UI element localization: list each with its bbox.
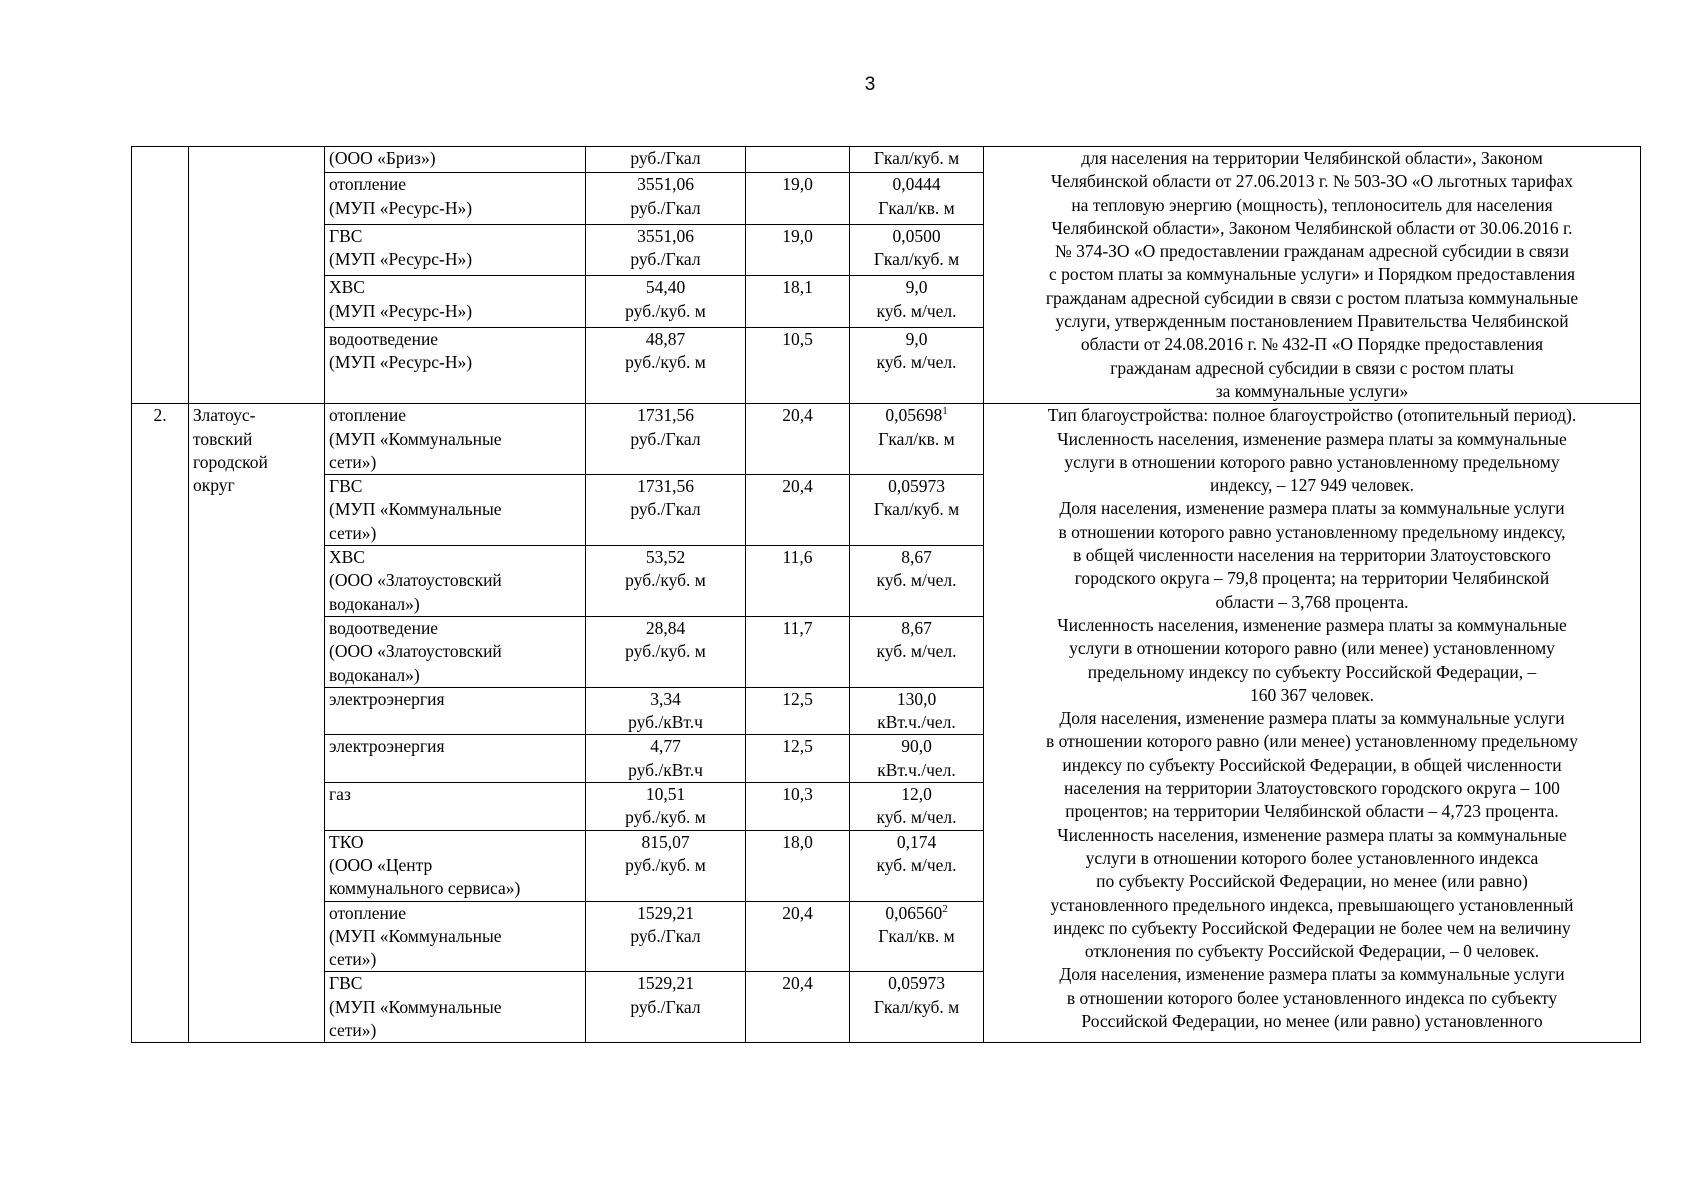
description-line: индексу, – 127 949 человек. (1210, 475, 1414, 496)
tariff-line: руб./кВт.ч (628, 712, 703, 733)
service-line: (ООО «Бриз») (329, 148, 436, 168)
municipality-line: товский (193, 428, 253, 449)
index-value: 19,0 (782, 174, 813, 195)
tariff-cell (586, 830, 746, 901)
service-cell (325, 901, 586, 972)
description-line: гражданам адресной субсидии в связи с ростом платыза коммунальные (1045, 287, 1579, 308)
norm-value: 12,0 (901, 784, 932, 805)
row-number-cell (132, 404, 189, 1043)
index-value: 20,4 (782, 476, 813, 497)
tariff-line: 1529,21 (637, 973, 694, 994)
index-value: 12,5 (782, 736, 813, 757)
tariff-cell (586, 901, 746, 972)
tariff-line: руб./кВт.ч (628, 759, 703, 780)
tariff-cell (586, 616, 746, 687)
description-line: городского округа – 79,8 процента; на территории Челябинской (1074, 568, 1550, 589)
description-line: с ростом платы за коммунальные услуги» и Порядком предоставления (1049, 264, 1575, 285)
service-cell (325, 687, 586, 735)
tariff-line: 54,40 (645, 277, 686, 298)
service-line: отопление (329, 902, 407, 923)
description-line: индекс по субъекту Российской Федерации не более чем на величину (1053, 917, 1571, 938)
index-cell (746, 327, 850, 403)
service-cell (325, 972, 586, 1043)
norm-line (854, 972, 979, 995)
tariff-line: руб./Гкал (630, 428, 701, 449)
index-value: 11,7 (782, 617, 813, 638)
index-cell (746, 546, 850, 617)
norm-unit: куб. м/чел. (876, 352, 957, 373)
description-line: услуги в отношении которого более установленного индекса (1085, 847, 1539, 868)
service-line: (МУП «Коммунальные (329, 996, 502, 1017)
norm-cell (850, 687, 984, 735)
norm-unit: Гкал/куб. м (873, 249, 960, 270)
description-line: области от 24.08.2016 г. № 432-П «О Порядке предоставления (1080, 334, 1544, 355)
norm-unit: куб. м/чел. (876, 570, 957, 591)
table-row (132, 404, 1641, 475)
norm-value: 0,05698 (885, 405, 943, 426)
description-line: отклонения по субъекту Российской Федерации, – 0 человек. (1084, 941, 1540, 962)
description-line: на тепловую энергию (мощность), теплоноситель для населения (1071, 194, 1553, 215)
service-cell (325, 327, 586, 403)
service-cell (325, 173, 586, 225)
service-line: водоканал») (329, 593, 420, 614)
description-line: установленного предельного индекса, превышающего установленный (1050, 894, 1574, 915)
description-line: Доля населения, изменение размера платы за коммунальные услуги (1059, 708, 1565, 729)
norm-value: Гкал/куб. м (873, 148, 960, 168)
tariff-table-body (132, 147, 1641, 1043)
tariff-line: 3,34 (650, 688, 681, 709)
norm-cell (850, 783, 984, 831)
page-number: 3 (864, 74, 876, 95)
municipality-line: городской (193, 451, 268, 472)
norm-value: 90,0 (901, 736, 932, 757)
norm-unit: Гкал/кв. м (878, 428, 955, 449)
tariff-line: 1731,56 (637, 476, 694, 497)
tariff-line: 48,87 (645, 328, 686, 349)
municipality-cell (189, 147, 325, 404)
norm-value: 0,0444 (892, 174, 941, 195)
tariff-line: руб./Гкал (630, 499, 701, 520)
norm-value: 8,67 (901, 547, 932, 568)
service-line: (МУП «Ресурс-Н») (329, 197, 473, 218)
tariff-line: 4,77 (650, 736, 681, 757)
norm-value: 9,0 (905, 328, 928, 349)
service-cell (325, 404, 586, 475)
norm-cell (850, 224, 984, 276)
tariff-cell (586, 735, 746, 783)
norm-value: 130,0 (896, 688, 937, 709)
tariff-line: руб./Гкал (630, 197, 701, 218)
tariff-line: руб./Гкал (630, 249, 701, 270)
tariff-cell (586, 475, 746, 546)
service-line: сети») (329, 949, 377, 970)
norm-line (854, 831, 979, 854)
description-line: в отношении которого более установленного индекса по субъекту (1066, 987, 1558, 1008)
norm-cell (850, 147, 984, 173)
service-line: коммунального сервиса») (329, 878, 521, 899)
index-value: 10,3 (782, 784, 813, 805)
service-line: ГВС (329, 476, 363, 497)
description-line: в отношении которого равно (или менее) установленному предельному (1046, 731, 1578, 752)
norm-unit: Гкал/куб. м (873, 996, 960, 1017)
index-cell (746, 901, 850, 972)
norm-value: 0,174 (896, 831, 937, 852)
service-line: ТКО (329, 831, 364, 852)
description-line: за коммунальные услуги» (1215, 380, 1409, 401)
service-line: водоотведение (329, 617, 439, 638)
municipality-line: Златоус- (193, 405, 256, 426)
index-cell (746, 783, 850, 831)
footnote-mark: 1 (942, 405, 948, 418)
description-line: Численность населения, изменение размера платы за коммунальные (1057, 428, 1567, 449)
tariff-line: руб./куб. м (625, 570, 706, 591)
norm-line (854, 735, 979, 758)
index-cell (746, 404, 850, 475)
tariff-line: 3551,06 (637, 225, 694, 246)
tariff-line: руб./Гкал (630, 996, 701, 1017)
index-value: 10,5 (782, 328, 813, 349)
service-line: отопление (329, 174, 407, 195)
norm-unit: Гкал/кв. м (878, 197, 955, 218)
service-cell (325, 830, 586, 901)
tariff-line: руб./куб. м (625, 854, 706, 875)
tariff-line: 815,07 (641, 831, 690, 852)
norm-cell (850, 735, 984, 783)
description-line: Челябинской области от 27.06.2013 г. № 503-ЗО «О льготных тарифах (1050, 171, 1574, 192)
tariff-line: 28,84 (645, 617, 686, 638)
description-line: для населения на территории Челябинской области», Законом (1081, 148, 1543, 168)
description-line: Доля населения, изменение размера платы за коммунальные услуги (1059, 964, 1565, 985)
description-line: № 374-ЗО «О предоставлении гражданам адресной субсидии в связи (1055, 241, 1569, 262)
norm-unit: Гкал/кв. м (878, 925, 955, 946)
service-cell (325, 783, 586, 831)
service-line: ХВС (329, 547, 365, 568)
service-line: ГВС (329, 225, 363, 246)
service-line: водоканал») (329, 664, 420, 685)
norm-value: 8,67 (901, 617, 932, 638)
tariff-cell (586, 173, 746, 225)
service-line: (ООО «Златоустовский (329, 641, 502, 662)
service-line: (ООО «Златоустовский (329, 570, 502, 591)
service-line: (ООО «Центр (329, 854, 433, 875)
description-line: Численность населения, изменение размера платы за коммунальные (1057, 824, 1567, 845)
norm-line (854, 617, 979, 640)
service-cell (325, 475, 586, 546)
tariff-cell (586, 276, 746, 328)
index-cell (746, 616, 850, 687)
service-line: сети») (329, 522, 377, 543)
index-value: 19,0 (782, 225, 813, 246)
tariff-line: руб./куб. м (625, 641, 706, 662)
norm-cell (850, 327, 984, 403)
norm-line (854, 404, 979, 427)
tariff-cell (586, 546, 746, 617)
norm-cell (850, 173, 984, 225)
description-cell (984, 404, 1641, 1043)
norm-line (854, 688, 979, 711)
service-line: (МУП «Коммунальные (329, 428, 502, 449)
service-cell (325, 546, 586, 617)
norm-unit: куб. м/чел. (876, 641, 957, 662)
row-number: 2. (153, 405, 167, 426)
norm-unit: куб. м/чел. (876, 807, 957, 828)
municipality-cell (189, 404, 325, 1043)
service-cell (325, 224, 586, 276)
description-cell (984, 147, 1641, 404)
description-line: области – 3,768 процента. (1215, 591, 1409, 612)
norm-line (854, 173, 979, 196)
tariff-line: руб./куб. м (625, 300, 706, 321)
description-line: Российской Федерации, но менее (или равно) установленного (1081, 1010, 1543, 1031)
row-number-cell (132, 147, 189, 404)
norm-line (854, 328, 979, 351)
index-value: 18,1 (782, 277, 813, 298)
tariff-line: руб./Гкал (630, 148, 701, 168)
index-cell (746, 173, 850, 225)
description-line: 160 367 человек. (1249, 684, 1375, 705)
norm-unit: куб. м/чел. (876, 300, 957, 321)
index-cell (746, 735, 850, 783)
service-line: сети») (329, 1019, 377, 1040)
tariff-cell (586, 327, 746, 403)
tariff-cell (586, 783, 746, 831)
description-line: Доля населения, изменение размера платы за коммунальные услуги (1059, 498, 1565, 519)
index-value: 20,4 (782, 973, 813, 994)
norm-value: 0,0500 (892, 225, 941, 246)
municipality-line: округ (193, 475, 235, 496)
norm-line (854, 475, 979, 498)
index-cell (746, 224, 850, 276)
tariff-line: 53,52 (645, 547, 686, 568)
description-line: по субъекту Российской Федерации, но менее (или равно) (1096, 871, 1528, 892)
service-cell (325, 616, 586, 687)
index-value: 18,0 (782, 831, 813, 852)
description-line: населения на территории Златоустовского городского округа – 100 (1064, 778, 1560, 799)
description-line: в общей численности населения на территории Златоустовского (1073, 545, 1551, 566)
tariff-cell (586, 687, 746, 735)
norm-unit: Гкал/куб. м (873, 499, 960, 520)
tariff-cell (586, 972, 746, 1043)
service-line: (МУП «Ресурс-Н») (329, 249, 473, 270)
norm-unit: кВт.ч./чел. (877, 759, 956, 780)
description-line: Численность населения, изменение размера платы за коммунальные (1057, 614, 1567, 635)
service-line: электроэнергия (329, 736, 445, 757)
norm-value: 9,0 (905, 277, 928, 298)
service-line: электроэнергия (329, 688, 445, 709)
index-value: 11,6 (782, 547, 813, 568)
description-line: индексу по субъекту Российской Федерации, в общей численности (1062, 754, 1562, 775)
tariff-table (131, 146, 1641, 1043)
footnote-mark: 2 (942, 902, 948, 915)
norm-line (854, 902, 979, 925)
norm-value: 0,05973 (888, 973, 945, 994)
norm-cell (850, 901, 984, 972)
index-value: 20,4 (782, 405, 813, 426)
tariff-line: руб./куб. м (625, 352, 706, 373)
description-line: гражданам адресной субсидии в связи с ростом платы (1110, 357, 1514, 378)
norm-line (854, 276, 979, 299)
tariff-line: 1731,56 (637, 405, 694, 426)
service-cell (325, 276, 586, 328)
description-line: процентов; на территории Челябинской области – 4,723 процента. (1065, 801, 1559, 822)
norm-line (854, 225, 979, 248)
service-line: (МУП «Ресурс-Н») (329, 352, 473, 373)
norm-line (854, 783, 979, 806)
norm-cell (850, 475, 984, 546)
tariff-line: 3551,06 (637, 174, 694, 195)
index-cell (746, 475, 850, 546)
index-cell (746, 276, 850, 328)
index-cell (746, 830, 850, 901)
tariff-line: руб./Гкал (630, 925, 701, 946)
norm-cell (850, 616, 984, 687)
index-cell (746, 972, 850, 1043)
norm-unit: куб. м/чел. (876, 854, 957, 875)
service-line: газ (329, 784, 351, 805)
service-cell (325, 147, 586, 173)
norm-value: 0,06560 (885, 902, 943, 923)
description-line: Тип благоустройства: полное благоустройство (отопительный период). (1047, 405, 1577, 426)
service-line: (МУП «Ресурс-Н») (329, 300, 473, 321)
description-line: услуги в отношении которого равно (или менее) установленному (1069, 638, 1555, 659)
service-line: отопление (329, 405, 407, 426)
index-value: 20,4 (782, 902, 813, 923)
spacer (329, 374, 581, 397)
description-line: в отношении которого равно установленному предельному индексу, (1058, 521, 1566, 542)
service-line: сети») (329, 451, 377, 472)
norm-unit: кВт.ч./чел. (877, 712, 956, 733)
service-line: ГВС (329, 973, 363, 994)
norm-line (854, 546, 979, 569)
tariff-cell (586, 147, 746, 173)
tariff-cell (586, 404, 746, 475)
description-line: Челябинской области», Законом Челябинской области от 30.06.2016 г. (1051, 217, 1573, 238)
norm-cell (850, 546, 984, 617)
norm-line (854, 147, 979, 170)
service-line: водоотведение (329, 328, 439, 349)
norm-cell (850, 972, 984, 1043)
index-cell (746, 687, 850, 735)
service-line: (МУП «Коммунальные (329, 499, 502, 520)
tariff-line: руб./куб. м (625, 807, 706, 828)
index-cell (746, 147, 850, 173)
description-line: услуги, утвержденным постановлением Правительства Челябинской (1055, 311, 1569, 332)
table-row (132, 147, 1641, 173)
service-cell (325, 735, 586, 783)
service-line: (МУП «Коммунальные (329, 925, 502, 946)
tariff-cell (586, 224, 746, 276)
norm-cell (850, 830, 984, 901)
index-value: 12,5 (782, 688, 813, 709)
norm-cell (850, 404, 984, 475)
tariff-line: 1529,21 (637, 902, 694, 923)
norm-value: 0,05973 (888, 476, 945, 497)
tariff-line: 10,51 (645, 784, 686, 805)
service-line: ХВС (329, 277, 365, 298)
norm-cell (850, 276, 984, 328)
description-line: услуги в отношении которого равно установленному предельному (1064, 451, 1560, 472)
description-line: предельному индексу по субъекту Российской Федерации, – (1087, 661, 1537, 682)
